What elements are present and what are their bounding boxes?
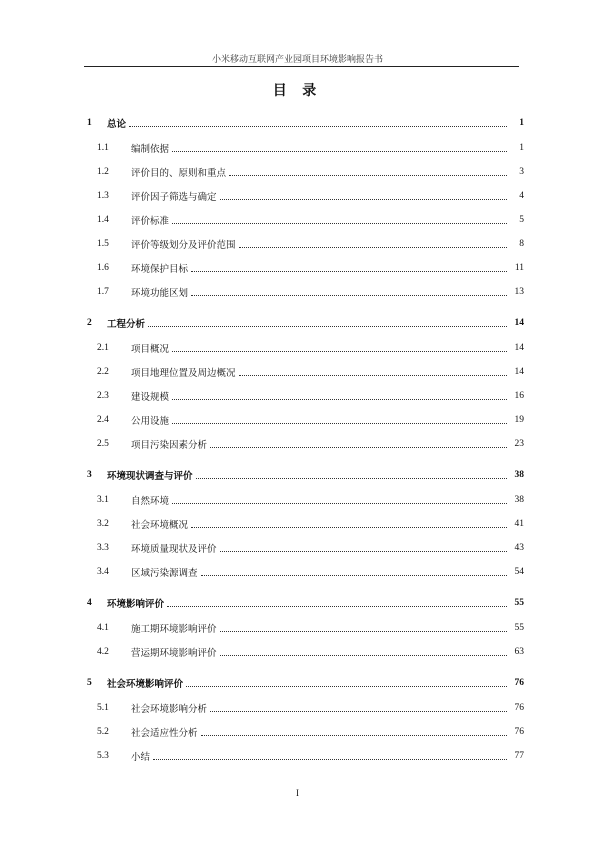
toc-entry-title: 公用设施 [131, 417, 170, 427]
toc-entry-title: 总论 [107, 120, 127, 130]
toc-entry-page: 4 [519, 191, 524, 201]
toc-entry-page: 14 [514, 343, 524, 353]
toc-title: 目 录 [272, 84, 323, 99]
toc-dot-leader [191, 295, 507, 296]
toc-entry-number: 3 [87, 470, 92, 480]
toc-entry-page: 3 [519, 167, 524, 177]
toc-dot-leader [220, 199, 507, 200]
toc-entry-number: 3.4 [97, 567, 109, 577]
page-header: 小米移动互联网产业园项目环境影响报告书 [211, 54, 383, 64]
toc-dot-leader [172, 423, 507, 424]
toc-section-entry[interactable] [87, 160, 524, 184]
toc-entry-title: 项目概况 [131, 345, 170, 355]
table-of-contents [87, 110, 524, 768]
toc-entry-page: 1 [519, 118, 524, 128]
toc-dot-leader [148, 326, 507, 327]
toc-section-entry[interactable] [87, 720, 524, 744]
toc-entry-page: 41 [514, 519, 524, 529]
toc-entry-title: 工程分析 [107, 320, 146, 330]
toc-entry-number: 4.2 [97, 647, 109, 657]
toc-entry-number: 2.1 [97, 343, 109, 353]
toc-entry-title: 社会适应性分析 [131, 729, 198, 739]
toc-dot-leader [172, 351, 507, 352]
toc-dot-leader [201, 575, 507, 576]
toc-entry-number: 4.1 [97, 623, 109, 633]
toc-entry-page: 14 [514, 367, 524, 377]
toc-dot-leader [196, 478, 507, 479]
toc-section-entry[interactable] [87, 360, 524, 384]
toc-section-entry[interactable] [87, 488, 524, 512]
toc-dot-leader [220, 631, 507, 632]
toc-dot-leader [129, 126, 507, 127]
toc-dot-leader [167, 606, 507, 607]
toc-section-entry[interactable] [87, 432, 524, 456]
toc-entry-number: 1.4 [97, 215, 109, 225]
toc-entry-number: 1 [87, 118, 92, 128]
toc-entry-title: 编制依据 [131, 145, 170, 155]
toc-entry-page: 77 [514, 751, 524, 761]
toc-dot-leader [153, 759, 507, 760]
toc-section-entry[interactable] [87, 336, 524, 360]
toc-section-entry[interactable] [87, 560, 524, 584]
toc-entry-number: 1.1 [97, 143, 109, 153]
toc-entry-page: 54 [514, 567, 524, 577]
toc-chapter-entry[interactable] [87, 110, 524, 136]
toc-section-entry[interactable] [87, 184, 524, 208]
toc-chapter-entry[interactable] [87, 670, 524, 696]
toc-entry-number: 3.3 [97, 543, 109, 553]
toc-entry-page: 19 [514, 415, 524, 425]
toc-entry-number: 5.3 [97, 751, 109, 761]
toc-entry-page: 43 [514, 543, 524, 553]
toc-entry-title: 自然环境 [131, 497, 170, 507]
toc-entry-number: 5.2 [97, 727, 109, 737]
toc-dot-leader [220, 551, 507, 552]
toc-entry-page: 38 [514, 495, 524, 505]
toc-entry-number: 2.2 [97, 367, 109, 377]
toc-section-entry[interactable] [87, 280, 524, 304]
toc-entry-number: 3.2 [97, 519, 109, 529]
toc-dot-leader [239, 247, 507, 248]
toc-entry-page: 16 [514, 391, 524, 401]
toc-entry-title: 营运期环境影响评价 [131, 649, 217, 659]
toc-entry-page: 23 [514, 439, 524, 449]
toc-dot-leader [172, 151, 507, 152]
toc-entry-number: 3.1 [97, 495, 109, 505]
toc-entry-number: 1.3 [97, 191, 109, 201]
toc-dot-leader [172, 399, 507, 400]
toc-section-entry[interactable] [87, 232, 524, 256]
toc-section-entry[interactable] [87, 256, 524, 280]
toc-entry-page: 63 [514, 647, 524, 657]
toc-dot-leader [172, 503, 507, 504]
toc-section-entry[interactable] [87, 384, 524, 408]
toc-entry-number: 5.1 [97, 703, 109, 713]
toc-section-entry[interactable] [87, 744, 524, 768]
toc-entry-page: 76 [514, 727, 524, 737]
toc-dot-leader [191, 271, 507, 272]
toc-entry-page: 76 [514, 678, 524, 688]
toc-section-entry[interactable] [87, 536, 524, 560]
toc-entry-number: 2.4 [97, 415, 109, 425]
toc-entry-title: 评价标准 [131, 217, 170, 227]
toc-entry-title: 建设规模 [131, 393, 170, 403]
toc-entry-title: 施工期环境影响评价 [131, 625, 217, 635]
toc-entry-title: 小结 [131, 753, 151, 763]
toc-entry-title: 项目地理位置及周边概况 [131, 369, 236, 379]
toc-entry-page: 13 [514, 287, 524, 297]
toc-entry-title: 社会环境影响分析 [131, 705, 208, 715]
toc-entry-page: 1 [519, 143, 524, 153]
toc-entry-title: 环境质量现状及评价 [131, 545, 217, 555]
toc-dot-leader [229, 175, 507, 176]
toc-dot-leader [239, 375, 507, 376]
toc-section-entry[interactable] [87, 408, 524, 432]
toc-entry-title: 评价目的、原则和重点 [131, 169, 227, 179]
footer-page-number: I [296, 788, 299, 798]
toc-entry-title: 评价因子筛选与确定 [131, 193, 217, 203]
toc-entry-page: 55 [514, 598, 524, 608]
toc-entry-page: 8 [519, 239, 524, 249]
toc-entry-title: 环境保护目标 [131, 265, 189, 275]
toc-chapter-entry[interactable] [87, 462, 524, 488]
toc-entry-title: 社会环境概况 [131, 521, 189, 531]
toc-entry-title: 环境功能区划 [131, 289, 189, 299]
toc-entry-number: 4 [87, 598, 92, 608]
toc-entry-page: 38 [514, 470, 524, 480]
toc-entry-number: 1.7 [97, 287, 109, 297]
toc-entry-number: 2.3 [97, 391, 109, 401]
toc-dot-leader [220, 655, 507, 656]
toc-entry-number: 1.2 [97, 167, 109, 177]
toc-dot-leader [186, 686, 507, 687]
toc-entry-title: 区域污染源调查 [131, 569, 198, 579]
toc-dot-leader [172, 223, 507, 224]
toc-dot-leader [191, 527, 507, 528]
toc-entry-number: 5 [87, 678, 92, 688]
toc-section-entry[interactable] [87, 512, 524, 536]
toc-dot-leader [201, 735, 507, 736]
toc-entry-title: 环境现状调查与评价 [107, 472, 193, 482]
toc-entry-title: 项目污染因素分析 [131, 441, 208, 451]
toc-entry-number: 2 [87, 318, 92, 328]
toc-entry-title: 评价等级划分及评价范围 [131, 241, 236, 251]
toc-entry-page: 11 [514, 263, 524, 273]
toc-section-entry[interactable] [87, 640, 524, 664]
toc-section-entry[interactable] [87, 208, 524, 232]
toc-entry-page: 5 [519, 215, 524, 225]
toc-entry-number: 1.5 [97, 239, 109, 249]
toc-entry-number: 1.6 [97, 263, 109, 273]
toc-section-entry[interactable] [87, 616, 524, 640]
toc-section-entry[interactable] [87, 136, 524, 160]
toc-dot-leader [210, 711, 507, 712]
toc-chapter-entry[interactable] [87, 590, 524, 616]
toc-entry-number: 2.5 [97, 439, 109, 449]
toc-entry-title: 社会环境影响评价 [107, 680, 184, 690]
toc-entry-title: 环境影响评价 [107, 600, 165, 610]
toc-entry-page: 76 [514, 703, 524, 713]
toc-dot-leader [210, 447, 507, 448]
toc-section-entry[interactable] [87, 696, 524, 720]
header-rule [84, 66, 519, 67]
toc-entry-page: 14 [514, 318, 524, 328]
toc-chapter-entry[interactable] [87, 310, 524, 336]
toc-entry-page: 55 [514, 623, 524, 633]
